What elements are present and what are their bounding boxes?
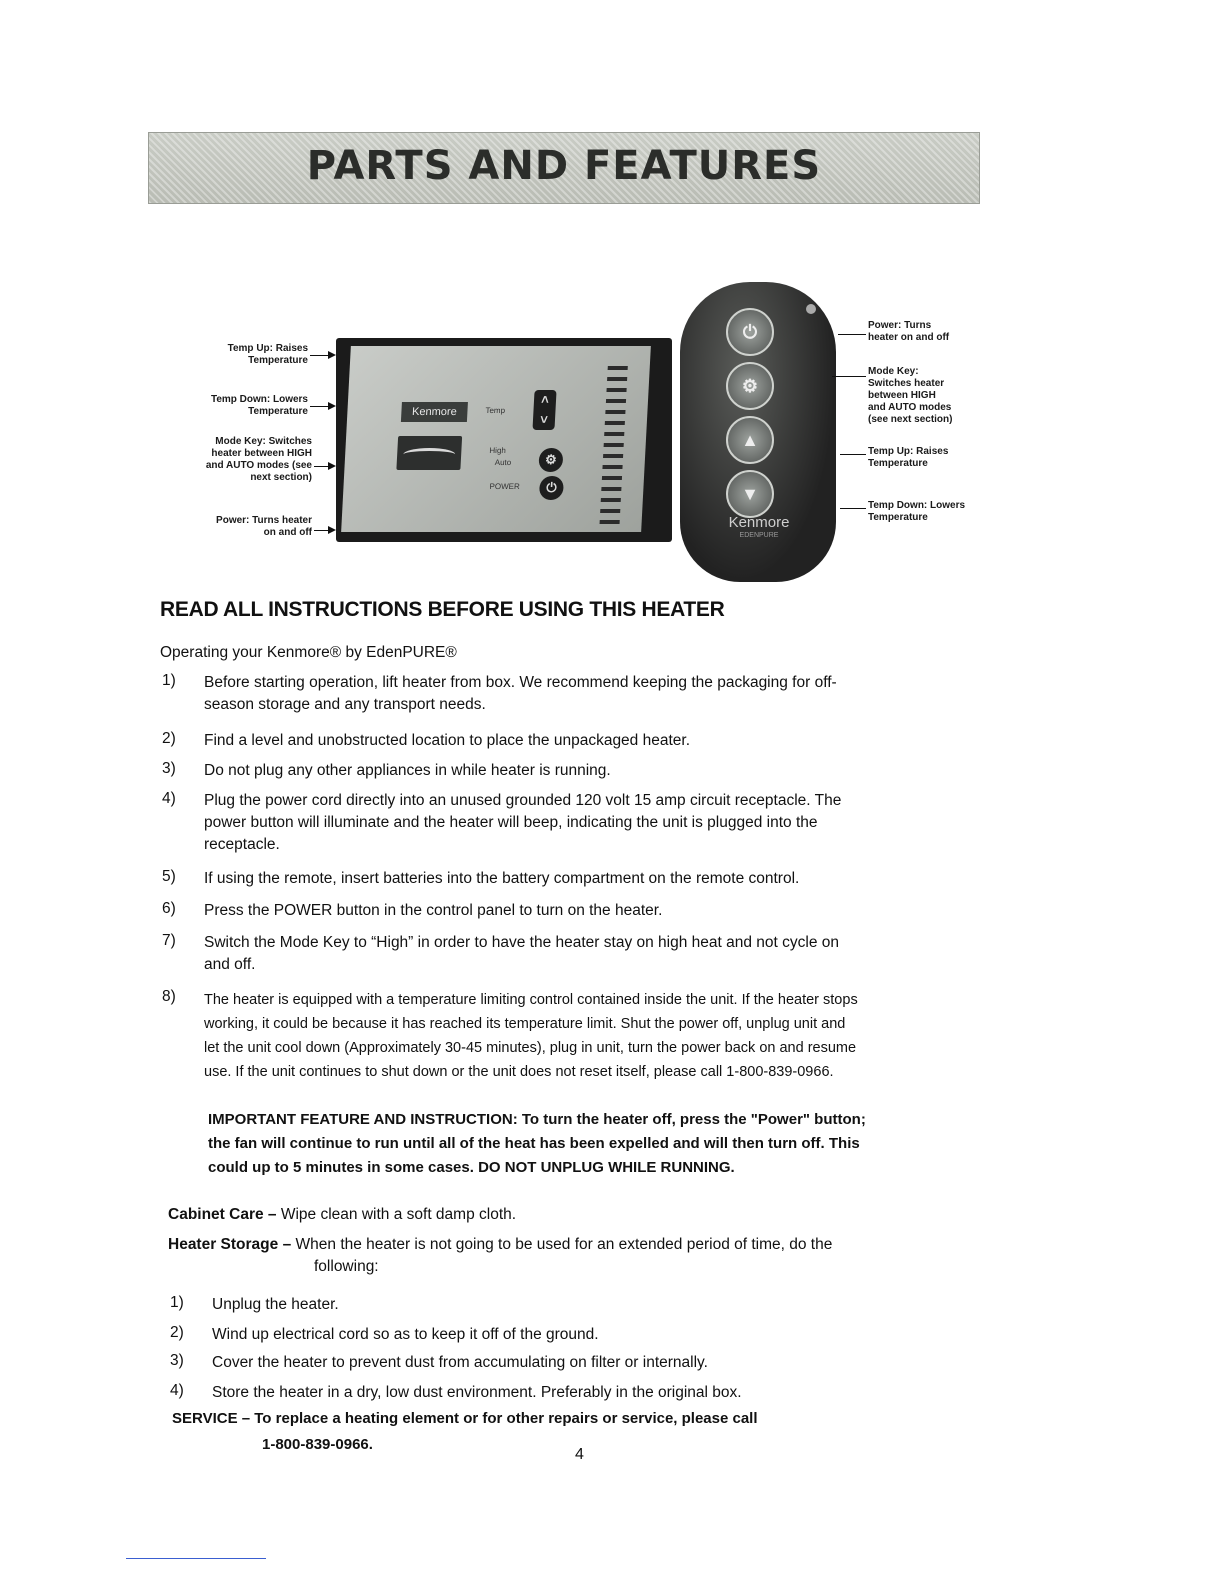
heater-storage-text: When the heater is not going to be used for an extended period of time, do the [295, 1236, 833, 1253]
step-text: Press the POWER button in the control panel to turn on the heater. [204, 902, 663, 919]
arrow-power [314, 530, 334, 531]
arrow-remote-mode [832, 376, 866, 377]
panel-logo: Kenmore [401, 402, 468, 422]
arrow-temp-up [310, 355, 334, 356]
control-panel-image [336, 338, 672, 542]
step-number: 2) [162, 730, 176, 747]
storage-step-number: 2) [170, 1324, 184, 1341]
step-number: 6) [162, 900, 176, 917]
panel-label-mode-key: Mode Key: Switches heater between HIGH and AUTO modes (see next section) [205, 436, 312, 483]
step-number: 1) [162, 672, 176, 689]
storage-step-text: Store the heater in a dry, low dust environment. Preferably in the original box. [212, 1384, 742, 1401]
control-panel-face [341, 346, 651, 532]
power-icon: ⏻ [539, 476, 564, 500]
arrow-temp-down [310, 406, 334, 407]
arrow-remote-power [838, 334, 866, 335]
step-text: Do not plug any other appliances in while heater is running. [204, 762, 611, 779]
arrow-down-icon: ▼ [726, 470, 774, 518]
step-text: Plug the power cord directly into an unused grounded 120 volt 15 amp circuit receptacle. The power button will illuminate and the heater will beep, indicating the unit is plugged into the receptacle. [204, 792, 842, 853]
storage-step-text: Unplug the heater. [212, 1296, 339, 1313]
panel-label-power: Power: Turns heater on and off [216, 515, 312, 538]
panel-power-label: POWER [489, 482, 520, 491]
storage-step-number: 3) [170, 1352, 184, 1369]
service-line: SERVICE – To replace a heating element or for other repairs or service, please call [172, 1410, 758, 1427]
footer-rule [126, 1558, 266, 1559]
remote-label-mode-key: Mode Key: Switches heater between HIGH and AUTO modes (see next section) [868, 366, 953, 425]
heater-storage-label: Heater Storage – [168, 1236, 292, 1253]
remote-logo: Kenmore [728, 514, 790, 531]
mode-key-icon: ⚙ [538, 448, 563, 472]
title-banner [148, 132, 980, 204]
page-number: 4 [575, 1446, 584, 1463]
indicator-light-icon [806, 304, 816, 314]
arrow-remote-temp-up [840, 454, 866, 455]
panel-high-label: High [489, 446, 507, 455]
chevron-up-down-icon: ˄ ˅ [532, 390, 556, 430]
service-phone: 1-800-839-0966. [262, 1436, 373, 1453]
step-number: 4) [162, 790, 176, 807]
cabinet-care [168, 1204, 516, 1226]
panel-auto-label: Auto [494, 458, 512, 467]
power-icon: ⏻ [726, 308, 774, 356]
temperature-led-bar [600, 366, 628, 524]
heater-storage [168, 1234, 832, 1256]
intro-text: Operating your Kenmore® by EdenPURE® [160, 644, 457, 661]
step-text: The heater is equipped with a temperature limiting control contained inside the unit. If the heater stops working, it could be because it has reached its temperature limit. Shut the power off, unplug unit and let the unit cool down (Approximately 30-45 minutes), plug in unit, turn the power back on and resume use. If the unit continues to shut down or the unit does not reset itself, please call 1-800-839-0966. [204, 992, 858, 1080]
remote-control-image [680, 282, 836, 582]
storage-step-number: 1) [170, 1294, 184, 1311]
step-number: 3) [162, 760, 176, 777]
panel-temp-label: Temp [485, 406, 506, 415]
step-number: 8) [162, 988, 176, 1005]
arrow-mode-key [314, 466, 334, 467]
storage-step-text: Wind up electrical cord so as to keep it off of the ground. [212, 1326, 599, 1343]
heater-storage-text-cont: following: [314, 1258, 379, 1275]
panel-label-temp-up: Temp Up: Raises Temperature [227, 343, 308, 366]
remote-label-temp-up: Temp Up: Raises Temperature [868, 446, 949, 469]
panel-label-temp-down: Temp Down: Lowers Temperature [210, 394, 308, 417]
step-text: Find a level and unobstructed location to place the unpackaged heater. [204, 732, 691, 749]
arrow-remote-temp-down [840, 508, 866, 509]
cabinet-care-text: Wipe clean with a soft damp cloth. [280, 1206, 517, 1223]
step-number: 7) [162, 932, 176, 949]
step-text: Switch the Mode Key to “High” in order to have the heater stay on high heat and not cycle on and off. [204, 934, 840, 973]
remote-label-temp-down: Temp Down: Lowers Temperature [868, 500, 966, 523]
wave-icon [396, 436, 462, 470]
remote-label-power: Power: Turns heater on and off [868, 320, 950, 343]
mode-key-icon: ⚙ [726, 362, 774, 410]
step-text: If using the remote, insert batteries into the battery compartment on the remote control. [204, 870, 800, 887]
step-text: Before starting operation, lift heater from box. We recommend keeping the packaging for off- season storage and any transport needs. [204, 674, 837, 713]
important-notice: IMPORTANT FEATURE AND INSTRUCTION: To turn the heater off, press the "Power" button; the fan will continue to run until all of the heat has been expelled and will then turn off. This could up to 5 minutes in some cases. DO NOT UNPLUG WHILE RUNNING. [208, 1111, 866, 1176]
storage-step-number: 4) [170, 1382, 184, 1399]
cabinet-care-label: Cabinet Care – [168, 1206, 277, 1223]
step-number: 5) [162, 868, 176, 885]
page-title: PARTS AND FEATURES [306, 143, 822, 189]
storage-step-text: Cover the heater to prevent dust from accumulating on filter or internally. [212, 1354, 708, 1371]
remote-sub-logo: EDENPURE [739, 532, 779, 539]
arrow-up-icon: ▲ [726, 416, 774, 464]
instructions-heading: READ ALL INSTRUCTIONS BEFORE USING THIS HEATER [160, 598, 725, 621]
